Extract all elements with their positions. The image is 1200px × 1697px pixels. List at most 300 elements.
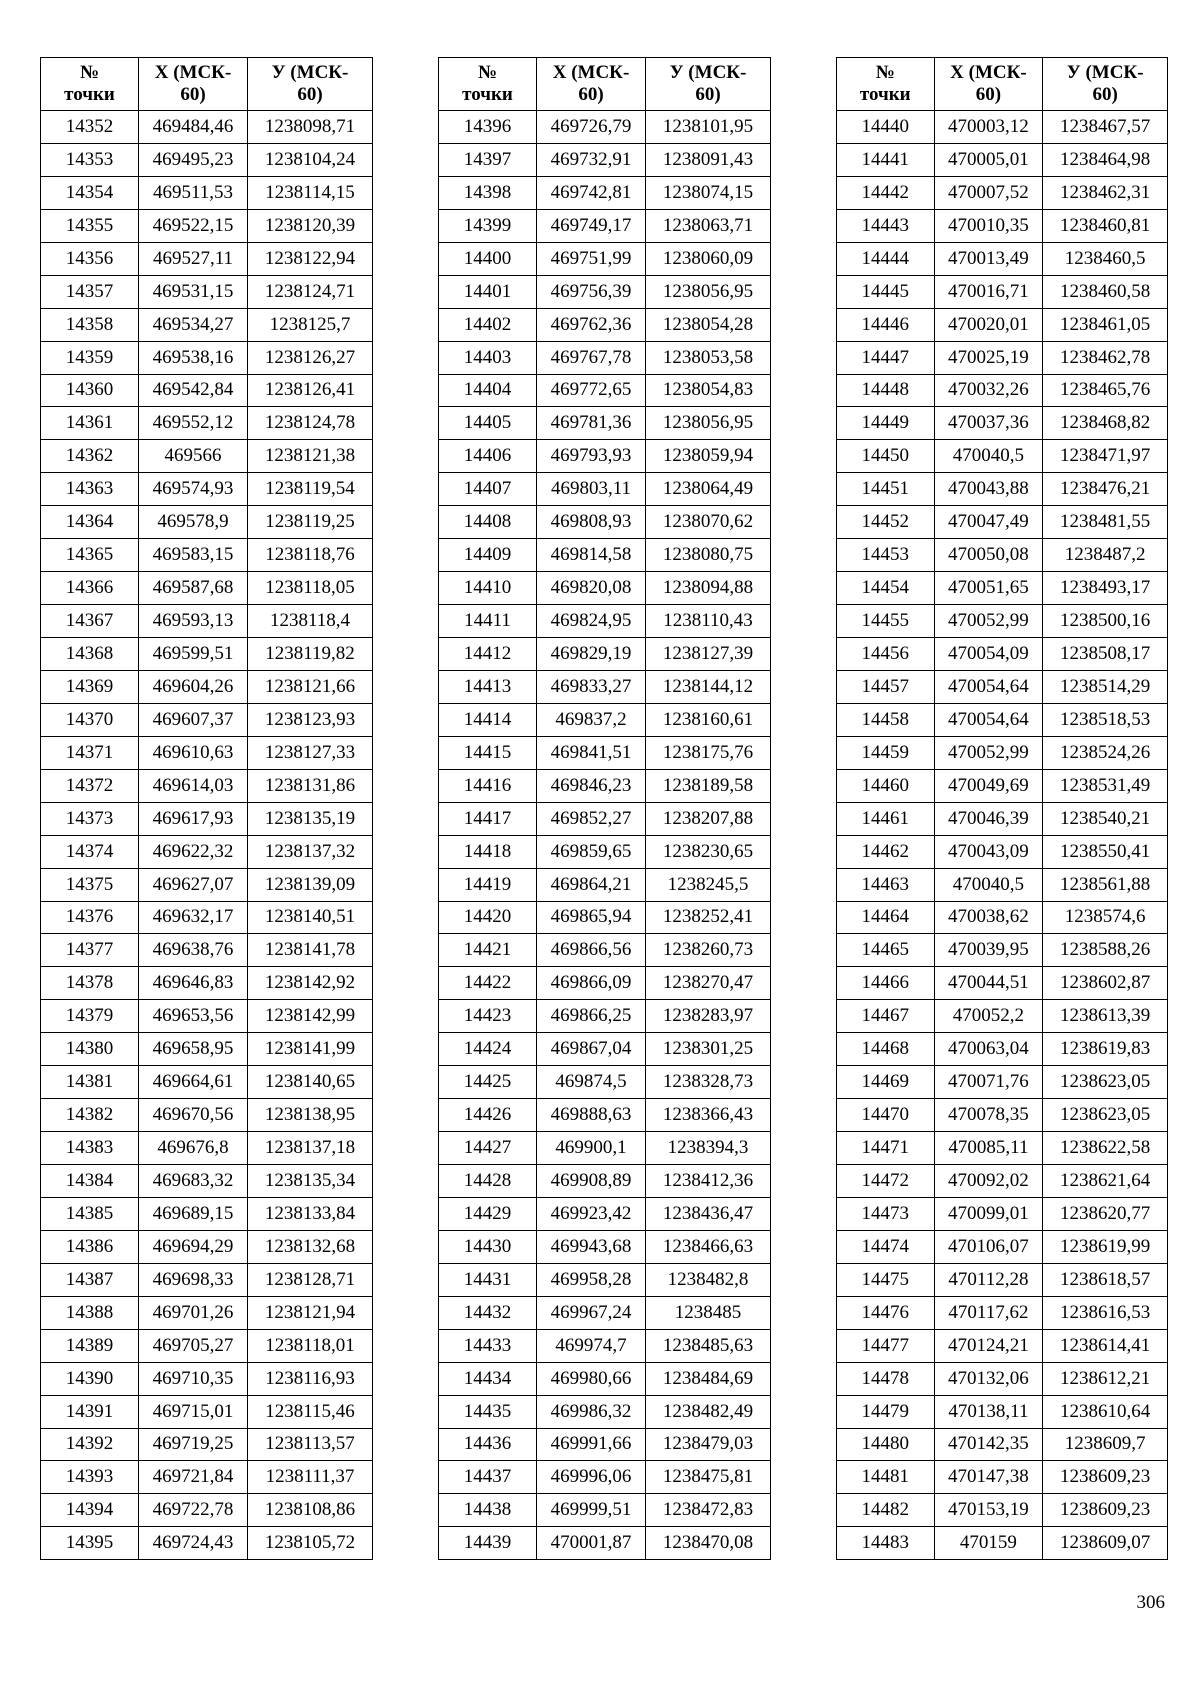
y-coordinate-cell: 1238245,5 (646, 868, 771, 901)
table-row (837, 143, 1168, 176)
x-coordinate-cell: 469833,27 (537, 670, 646, 703)
y-coordinate-cell: 1238059,94 (646, 440, 771, 473)
table-row (439, 605, 771, 638)
table-row (41, 1000, 373, 1033)
x-coordinate-cell: 470010,35 (934, 209, 1043, 242)
table-row (837, 440, 1168, 473)
y-coordinate-cell: 1238138,95 (248, 1099, 373, 1132)
x-coordinate-cell: 469670,56 (139, 1099, 248, 1132)
x-coordinate-cell: 469722,78 (139, 1494, 248, 1527)
y-coordinate-cell: 1238114,15 (248, 176, 373, 209)
table-row (439, 1000, 771, 1033)
table-row (41, 1494, 373, 1527)
y-coordinate-cell: 1238612,21 (1043, 1362, 1168, 1395)
point-number-cell: 14448 (837, 374, 935, 407)
point-number-cell: 14374 (41, 835, 139, 868)
y-coordinate-cell: 1238609,23 (1043, 1494, 1168, 1527)
table-row (837, 1230, 1168, 1263)
table-row (439, 506, 771, 539)
y-coordinate-cell: 1238118,4 (248, 605, 373, 638)
x-coordinate-cell: 470007,52 (934, 176, 1043, 209)
x-coordinate-cell: 469866,56 (537, 934, 646, 967)
table-row (41, 1230, 373, 1263)
table-row (439, 341, 771, 374)
y-coordinate-cell: 1238175,76 (646, 736, 771, 769)
y-coordinate-cell: 1238094,88 (646, 572, 771, 605)
x-coordinate-cell: 469943,68 (537, 1230, 646, 1263)
table-row (41, 967, 373, 1000)
point-number-cell: 14427 (439, 1132, 537, 1165)
point-number-cell: 14381 (41, 1066, 139, 1099)
y-coordinate-cell: 1238104,24 (248, 143, 373, 176)
y-coordinate-cell: 1238070,62 (646, 506, 771, 539)
x-coordinate-cell: 469967,24 (537, 1296, 646, 1329)
y-coordinate-cell: 1238610,64 (1043, 1395, 1168, 1428)
x-coordinate-cell: 469999,51 (537, 1494, 646, 1527)
point-number-cell: 14480 (837, 1428, 935, 1461)
table-row (439, 967, 771, 1000)
table-row (41, 868, 373, 901)
y-coordinate-cell: 1238119,82 (248, 638, 373, 671)
y-coordinate-cell: 1238118,01 (248, 1329, 373, 1362)
y-coordinate-cell: 1238470,08 (646, 1527, 771, 1560)
table-row (837, 242, 1168, 275)
point-number-cell: 14408 (439, 506, 537, 539)
y-coordinate-cell: 1238485 (646, 1296, 771, 1329)
y-coordinate-cell: 1238471,97 (1043, 440, 1168, 473)
x-coordinate-cell: 469653,56 (139, 1000, 248, 1033)
table-row (837, 967, 1168, 1000)
y-coordinate-cell: 1238141,78 (248, 934, 373, 967)
x-coordinate-cell: 470052,2 (934, 1000, 1043, 1033)
x-coordinate-cell: 470050,08 (934, 539, 1043, 572)
x-coordinate-cell: 469664,61 (139, 1066, 248, 1099)
x-coordinate-cell: 470040,5 (934, 440, 1043, 473)
point-number-cell: 14418 (439, 835, 537, 868)
point-number-cell: 14406 (439, 440, 537, 473)
point-number-cell: 14355 (41, 209, 139, 242)
point-number-cell: 14376 (41, 901, 139, 934)
y-coordinate-cell: 1238230,65 (646, 835, 771, 868)
y-coordinate-cell: 1238613,39 (1043, 1000, 1168, 1033)
table-row (439, 1428, 771, 1461)
x-coordinate-cell: 469638,76 (139, 934, 248, 967)
table-row (439, 1099, 771, 1132)
point-number-cell: 14419 (439, 868, 537, 901)
point-number-cell: 14420 (439, 901, 537, 934)
x-coordinate-cell: 469721,84 (139, 1461, 248, 1494)
x-coordinate-cell: 470025,19 (934, 341, 1043, 374)
y-coordinate-cell: 1238622,58 (1043, 1132, 1168, 1165)
x-coordinate-cell: 470092,02 (934, 1165, 1043, 1198)
point-number-cell: 14425 (439, 1066, 537, 1099)
table-row (837, 703, 1168, 736)
table-header-row (837, 58, 1168, 111)
point-number-cell: 14353 (41, 143, 139, 176)
point-number-cell: 14409 (439, 539, 537, 572)
point-number-cell: 14357 (41, 275, 139, 308)
table-row (837, 1165, 1168, 1198)
table-row (837, 572, 1168, 605)
y-coordinate-cell: 1238500,16 (1043, 605, 1168, 638)
point-number-cell: 14430 (439, 1230, 537, 1263)
point-number-cell: 14456 (837, 638, 935, 671)
point-number-cell: 14415 (439, 736, 537, 769)
table-row (41, 275, 373, 308)
x-coordinate-cell: 470054,09 (934, 638, 1043, 671)
point-number-cell: 14371 (41, 736, 139, 769)
y-coordinate-cell: 1238121,38 (248, 440, 373, 473)
y-coordinate-cell: 1238514,29 (1043, 670, 1168, 703)
point-number-cell: 14435 (439, 1395, 537, 1428)
x-coordinate-cell: 469698,33 (139, 1263, 248, 1296)
y-coordinate-cell: 1238481,55 (1043, 506, 1168, 539)
point-number-cell: 14372 (41, 769, 139, 802)
table-row (439, 209, 771, 242)
y-coordinate-cell: 1238618,57 (1043, 1263, 1168, 1296)
table-row (439, 1362, 771, 1395)
point-number-cell: 14462 (837, 835, 935, 868)
table-row (41, 374, 373, 407)
point-number-cell: 14460 (837, 769, 935, 802)
y-coordinate-cell: 1238531,49 (1043, 769, 1168, 802)
x-coordinate-cell: 470039,95 (934, 934, 1043, 967)
point-number-cell: 14363 (41, 473, 139, 506)
x-coordinate-cell: 469749,17 (537, 209, 646, 242)
x-coordinate-cell: 469864,21 (537, 868, 646, 901)
point-number-cell: 14439 (439, 1527, 537, 1560)
x-coordinate-cell: 469599,51 (139, 638, 248, 671)
x-coordinate-cell: 470054,64 (934, 703, 1043, 736)
table-row (41, 769, 373, 802)
point-number-cell: 14441 (837, 143, 935, 176)
point-number-cell: 14467 (837, 1000, 935, 1033)
y-coordinate-cell: 1238133,84 (248, 1197, 373, 1230)
y-coordinate-cell: 1238283,97 (646, 1000, 771, 1033)
table-row (837, 769, 1168, 802)
point-number-cell: 14476 (837, 1296, 935, 1329)
y-coordinate-cell: 1238468,82 (1043, 407, 1168, 440)
x-coordinate-cell: 469923,42 (537, 1197, 646, 1230)
point-number-cell: 14455 (837, 605, 935, 638)
table-row (439, 901, 771, 934)
point-number-cell: 14445 (837, 275, 935, 308)
table-row (439, 670, 771, 703)
point-number-cell: 14459 (837, 736, 935, 769)
y-coordinate-cell: 1238127,33 (248, 736, 373, 769)
table-row (439, 473, 771, 506)
x-coordinate-cell: 470047,49 (934, 506, 1043, 539)
y-coordinate-cell: 1238482,8 (646, 1263, 771, 1296)
x-coordinate-cell: 469566 (139, 440, 248, 473)
x-coordinate-cell: 469803,11 (537, 473, 646, 506)
point-number-cell: 14358 (41, 308, 139, 341)
point-number-cell: 14405 (439, 407, 537, 440)
point-number-cell: 14385 (41, 1197, 139, 1230)
point-number-cell: 14473 (837, 1197, 935, 1230)
table-row (41, 111, 373, 144)
y-coordinate-cell: 1238466,63 (646, 1230, 771, 1263)
x-coordinate-cell: 470043,88 (934, 473, 1043, 506)
table-row (837, 1494, 1168, 1527)
point-number-cell: 14479 (837, 1395, 935, 1428)
y-coordinate-cell: 1238609,07 (1043, 1527, 1168, 1560)
table-row (439, 1494, 771, 1527)
x-coordinate-cell: 469522,15 (139, 209, 248, 242)
x-coordinate-cell: 469859,65 (537, 835, 646, 868)
point-number-cell: 14483 (837, 1527, 935, 1560)
y-coordinate-cell: 1238460,58 (1043, 275, 1168, 308)
table-row (837, 473, 1168, 506)
x-coordinate-cell: 469986,32 (537, 1395, 646, 1428)
y-coordinate-cell: 1238144,12 (646, 670, 771, 703)
table-row (837, 1197, 1168, 1230)
x-coordinate-cell: 469574,93 (139, 473, 248, 506)
y-coordinate-cell: 1238476,21 (1043, 473, 1168, 506)
y-coordinate-cell: 1238105,72 (248, 1527, 373, 1560)
x-coordinate-cell: 469610,63 (139, 736, 248, 769)
x-coordinate-header: X (МСК- 60) (139, 58, 248, 111)
y-coordinate-cell: 1238120,39 (248, 209, 373, 242)
point-number-cell: 14356 (41, 242, 139, 275)
table-row (439, 1527, 771, 1560)
table-row (41, 242, 373, 275)
table-row (439, 1296, 771, 1329)
x-coordinate-cell: 469511,53 (139, 176, 248, 209)
point-number-cell: 14407 (439, 473, 537, 506)
y-coordinate-cell: 1238207,88 (646, 802, 771, 835)
x-coordinate-cell: 469996,06 (537, 1461, 646, 1494)
table-row (439, 1066, 771, 1099)
x-coordinate-cell: 470016,71 (934, 275, 1043, 308)
y-coordinate-cell: 1238189,58 (646, 769, 771, 802)
x-coordinate-cell: 469658,95 (139, 1033, 248, 1066)
x-coordinate-cell: 469614,03 (139, 769, 248, 802)
y-coordinate-cell: 1238135,34 (248, 1165, 373, 1198)
point-number-cell: 14449 (837, 407, 935, 440)
y-coordinate-cell: 1238056,95 (646, 407, 771, 440)
y-coordinate-cell: 1238462,31 (1043, 176, 1168, 209)
point-number-cell: 14386 (41, 1230, 139, 1263)
table-row (439, 275, 771, 308)
y-coordinate-cell: 1238482,49 (646, 1395, 771, 1428)
table-row (41, 143, 373, 176)
x-coordinate-cell: 469980,66 (537, 1362, 646, 1395)
x-coordinate-cell: 469742,81 (537, 176, 646, 209)
y-coordinate-cell: 1238074,15 (646, 176, 771, 209)
table-header-row (41, 58, 373, 111)
table-row (439, 703, 771, 736)
table-row (439, 1132, 771, 1165)
table-row (41, 1263, 373, 1296)
point-number-cell: 14440 (837, 111, 935, 144)
y-coordinate-cell: 1238479,03 (646, 1428, 771, 1461)
y-coordinate-cell: 1238550,41 (1043, 835, 1168, 868)
table-row (837, 539, 1168, 572)
point-number-cell: 14444 (837, 242, 935, 275)
point-number-cell: 14464 (837, 901, 935, 934)
point-number-cell: 14421 (439, 934, 537, 967)
y-coordinate-cell: 1238475,81 (646, 1461, 771, 1494)
x-coordinate-cell: 469683,32 (139, 1165, 248, 1198)
point-number-cell: 14413 (439, 670, 537, 703)
point-number-cell: 14354 (41, 176, 139, 209)
y-coordinate-cell: 1238518,53 (1043, 703, 1168, 736)
y-coordinate-cell: 1238063,71 (646, 209, 771, 242)
table-row (41, 1428, 373, 1461)
point-number-cell: 14443 (837, 209, 935, 242)
x-coordinate-cell: 469865,94 (537, 901, 646, 934)
table-row (439, 176, 771, 209)
point-number-cell: 14457 (837, 670, 935, 703)
x-coordinate-cell: 469538,16 (139, 341, 248, 374)
table-row (837, 934, 1168, 967)
y-coordinate-cell: 1238131,86 (248, 769, 373, 802)
y-coordinate-cell: 1238623,05 (1043, 1066, 1168, 1099)
x-coordinate-cell: 470013,49 (934, 242, 1043, 275)
y-coordinate-header: У (МСК- 60) (248, 58, 373, 111)
y-coordinate-cell: 1238328,73 (646, 1066, 771, 1099)
point-number-cell: 14423 (439, 1000, 537, 1033)
point-number-cell: 14367 (41, 605, 139, 638)
x-coordinate-cell: 469719,25 (139, 1428, 248, 1461)
table-row (41, 473, 373, 506)
x-coordinate-cell: 469888,63 (537, 1099, 646, 1132)
point-number-cell: 14458 (837, 703, 935, 736)
y-coordinate-cell: 1238160,61 (646, 703, 771, 736)
point-number-cell: 14463 (837, 868, 935, 901)
table-header-row (439, 58, 771, 111)
y-coordinate-cell: 1238124,78 (248, 407, 373, 440)
point-number-cell: 14478 (837, 1362, 935, 1395)
x-coordinate-cell: 470159 (934, 1527, 1043, 1560)
point-number-cell: 14468 (837, 1033, 935, 1066)
point-number-cell: 14411 (439, 605, 537, 638)
x-coordinate-cell: 469495,23 (139, 143, 248, 176)
x-coordinate-cell: 470005,01 (934, 143, 1043, 176)
x-coordinate-cell: 469974,7 (537, 1329, 646, 1362)
table-row (439, 1197, 771, 1230)
point-number-cell: 14434 (439, 1362, 537, 1395)
table-row (439, 802, 771, 835)
point-number-cell: 14379 (41, 1000, 139, 1033)
table-row (41, 703, 373, 736)
y-coordinate-cell: 1238460,81 (1043, 209, 1168, 242)
x-coordinate-cell: 469908,89 (537, 1165, 646, 1198)
table-row (41, 605, 373, 638)
y-coordinate-cell: 1238461,05 (1043, 308, 1168, 341)
table-row (439, 835, 771, 868)
point-number-cell: 14388 (41, 1296, 139, 1329)
point-number-cell: 14482 (837, 1494, 935, 1527)
y-coordinate-cell: 1238060,09 (646, 242, 771, 275)
x-coordinate-cell: 469824,95 (537, 605, 646, 638)
x-coordinate-cell: 469632,17 (139, 901, 248, 934)
y-coordinate-cell: 1238125,7 (248, 308, 373, 341)
x-coordinate-cell: 469627,07 (139, 868, 248, 901)
y-coordinate-cell: 1238137,32 (248, 835, 373, 868)
point-number-cell: 14433 (439, 1329, 537, 1362)
y-coordinate-cell: 1238366,43 (646, 1099, 771, 1132)
point-number-cell: 14452 (837, 506, 935, 539)
y-coordinate-cell: 1238464,98 (1043, 143, 1168, 176)
table-row (41, 1329, 373, 1362)
x-coordinate-cell: 469676,8 (139, 1132, 248, 1165)
table-row (439, 143, 771, 176)
y-coordinate-cell: 1238141,99 (248, 1033, 373, 1066)
x-coordinate-cell: 469617,93 (139, 802, 248, 835)
x-coordinate-cell: 469814,58 (537, 539, 646, 572)
y-coordinate-cell: 1238128,71 (248, 1263, 373, 1296)
table-row (439, 736, 771, 769)
y-coordinate-cell: 1238056,95 (646, 275, 771, 308)
y-coordinate-cell: 1238121,66 (248, 670, 373, 703)
point-number-cell: 14389 (41, 1329, 139, 1362)
x-coordinate-cell: 469829,19 (537, 638, 646, 671)
x-coordinate-cell: 469772,65 (537, 374, 646, 407)
x-coordinate-cell: 470142,35 (934, 1428, 1043, 1461)
table-row (41, 1132, 373, 1165)
y-coordinate-cell: 1238122,94 (248, 242, 373, 275)
x-coordinate-cell: 469552,12 (139, 407, 248, 440)
table-row (41, 209, 373, 242)
table-row (439, 242, 771, 275)
table-row (41, 638, 373, 671)
point-number-cell: 14396 (439, 111, 537, 144)
point-number-cell: 14471 (837, 1132, 935, 1165)
point-number-cell: 14416 (439, 769, 537, 802)
x-coordinate-cell: 469726,79 (537, 111, 646, 144)
point-number-cell: 14369 (41, 670, 139, 703)
x-coordinate-cell: 469751,99 (537, 242, 646, 275)
x-coordinate-cell: 469867,04 (537, 1033, 646, 1066)
table-row (41, 1461, 373, 1494)
point-number-cell: 14436 (439, 1428, 537, 1461)
y-coordinate-cell: 1238118,05 (248, 572, 373, 605)
y-coordinate-cell: 1238124,71 (248, 275, 373, 308)
point-number-cell: 14382 (41, 1099, 139, 1132)
point-number-cell: 14422 (439, 967, 537, 1000)
table-row (439, 572, 771, 605)
x-coordinate-cell: 469705,27 (139, 1329, 248, 1362)
point-number-cell: 14429 (439, 1197, 537, 1230)
y-coordinate-cell: 1238460,5 (1043, 242, 1168, 275)
y-coordinate-cell: 1238467,57 (1043, 111, 1168, 144)
point-number-cell: 14360 (41, 374, 139, 407)
table-row (41, 176, 373, 209)
y-coordinate-cell: 1238616,53 (1043, 1296, 1168, 1329)
y-coordinate-cell: 1238064,49 (646, 473, 771, 506)
x-coordinate-cell: 469578,9 (139, 506, 248, 539)
table-row (439, 1033, 771, 1066)
x-coordinate-cell: 469841,51 (537, 736, 646, 769)
y-coordinate-cell: 1238118,76 (248, 539, 373, 572)
x-coordinate-cell: 469593,13 (139, 605, 248, 638)
table-row (439, 934, 771, 967)
table-row (41, 934, 373, 967)
y-coordinate-cell: 1238619,99 (1043, 1230, 1168, 1263)
point-number-cell: 14399 (439, 209, 537, 242)
y-coordinate-cell: 1238561,88 (1043, 868, 1168, 901)
point-number-cell: 14442 (837, 176, 935, 209)
table-row (837, 176, 1168, 209)
table-row (41, 1296, 373, 1329)
x-coordinate-cell: 469852,27 (537, 802, 646, 835)
y-coordinate-cell: 1238609,23 (1043, 1461, 1168, 1494)
x-coordinate-cell: 469762,36 (537, 308, 646, 341)
x-coordinate-cell: 469531,15 (139, 275, 248, 308)
y-coordinate-cell: 1238270,47 (646, 967, 771, 1000)
